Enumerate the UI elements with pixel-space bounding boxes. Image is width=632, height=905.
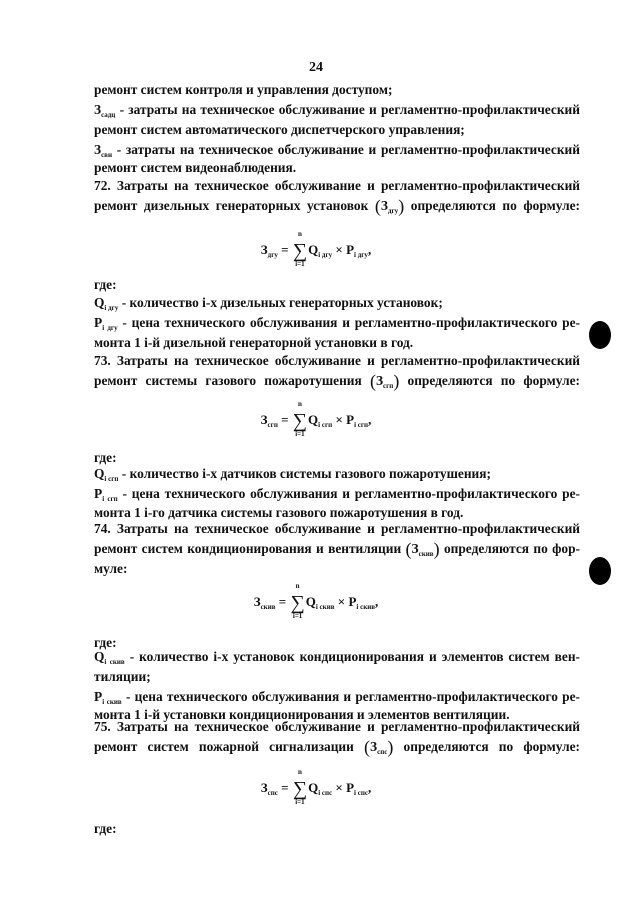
cost-symbol: З xyxy=(370,739,378,754)
line-text: - затраты на техническое обслуживание и регламентно-профилактический xyxy=(112,142,580,157)
sum-lower-limit: i=1 xyxy=(295,260,305,268)
formula-lhs-subscript: спс xyxy=(267,789,278,797)
symbol-subscript: i скив xyxy=(102,698,122,706)
line-text: P xyxy=(94,486,103,501)
paren-close: ) xyxy=(398,196,405,216)
equals-sign: = xyxy=(277,780,292,795)
price-symbol: P xyxy=(346,412,355,427)
price-symbol: P xyxy=(346,242,355,257)
sum-operator xyxy=(290,582,305,620)
symbol-subscript: i дгу xyxy=(104,304,119,312)
line-text: - цена технического обслуживания и регламентно-профилактического ре- xyxy=(117,486,581,501)
text-line xyxy=(94,159,580,176)
text-line xyxy=(94,177,580,194)
symbol-subscript: i скив xyxy=(104,658,125,666)
symbol-subscript: скив xyxy=(418,550,434,558)
line-text: где: xyxy=(94,277,117,292)
line-text: 74. Затраты на техническое обслуживание и регламентно-профилактический xyxy=(94,521,580,536)
line-text: - количество i-х дизельных генераторных установок; xyxy=(118,295,443,310)
line-text: ремонт систем автоматического диспетчерского управления; xyxy=(94,122,465,137)
punch-hole-mark xyxy=(589,321,611,349)
symbol-subscript: i сгп xyxy=(104,475,119,483)
line-text: P xyxy=(94,315,103,330)
sigma-symbol: ∑ xyxy=(292,778,308,800)
sum-lower-limit: i=1 xyxy=(292,612,303,620)
comma: , xyxy=(367,242,372,257)
line-text: 72. Затраты на техническое обслуживание и регламентно-профилактический xyxy=(94,178,580,193)
sum-upper-limit: n xyxy=(295,582,300,590)
line-text: ремонт дизельных генераторных установок xyxy=(94,198,375,213)
equals-sign: = xyxy=(277,412,292,427)
symbol-subscript: спс xyxy=(377,748,388,756)
line-text: ремонт системы газового пожаротушения xyxy=(94,373,370,388)
text-line xyxy=(94,352,580,369)
line-text: определяются по фор- xyxy=(439,541,581,556)
quantity-subscript: i скив xyxy=(315,603,335,611)
text-line xyxy=(94,81,580,98)
line-text: определяются по формуле: xyxy=(393,739,580,754)
text-line xyxy=(94,668,580,685)
line-text: P xyxy=(94,689,103,704)
text-line xyxy=(94,121,580,138)
comma: , xyxy=(367,780,372,795)
formula-lhs-subscript: скив xyxy=(260,603,276,611)
multiply-sign: × xyxy=(334,594,349,609)
cost-symbol: З xyxy=(380,198,388,213)
line-text: тиляции; xyxy=(94,669,151,684)
line-text: Q xyxy=(94,295,105,310)
equals-sign: = xyxy=(275,594,290,609)
formula-expression xyxy=(260,768,372,806)
equals-sign: = xyxy=(277,242,292,257)
paren-close: ) xyxy=(433,539,440,559)
paren-open: ( xyxy=(405,539,412,559)
comma: , xyxy=(375,594,379,609)
sum-upper-limit: n xyxy=(298,230,302,238)
sigma-symbol: ∑ xyxy=(292,240,308,262)
sigma-symbol: ∑ xyxy=(290,592,305,614)
line-text: ремонт систем видеонаблюдения. xyxy=(94,160,297,175)
formula-lhs: З xyxy=(260,412,268,427)
line-text: ремонт систем кондиционирования и вентиляции xyxy=(94,541,406,556)
text-line xyxy=(94,372,580,395)
text-line xyxy=(94,738,580,761)
line-text: 73. Затраты на техническое обслуживание и регламентно-профилактический xyxy=(94,353,580,368)
punch-hole-mark xyxy=(589,557,611,585)
line-text: ремонт систем пожарной сигнализации xyxy=(94,739,365,754)
symbol-subscript: сгп xyxy=(383,382,394,390)
quantity-symbol: Q xyxy=(305,594,316,609)
paren-close: ) xyxy=(387,737,394,757)
line-text: - количество i-х датчиков системы газового пожаротушения; xyxy=(118,466,491,481)
paren-close: ) xyxy=(393,371,400,391)
quantity-subscript: i дгу xyxy=(318,251,333,259)
comma: , xyxy=(368,412,372,427)
formula-lhs: З xyxy=(260,242,268,257)
line-text: З xyxy=(94,142,102,157)
formula xyxy=(0,768,632,806)
formula xyxy=(0,230,632,268)
symbol-subscript: i сгп xyxy=(102,495,118,503)
cost-symbol: З xyxy=(375,373,384,388)
symbol-subscript: свн xyxy=(101,151,112,159)
text-line xyxy=(94,560,580,577)
page-number: 24 xyxy=(309,60,323,75)
line-text: где: xyxy=(94,635,117,650)
price-subscript: i скив xyxy=(356,603,376,611)
formula-lhs: З xyxy=(260,780,268,795)
sum-upper-limit: n xyxy=(297,400,302,408)
line-text: - цена технического обслуживания и регламентно-профилактического ре- xyxy=(121,689,580,704)
quantity-symbol: Q xyxy=(308,780,319,795)
price-subscript: i дгу xyxy=(354,251,368,259)
line-text: монта 1 i-й дизельной генераторной установки в год. xyxy=(94,335,414,350)
multiply-sign: × xyxy=(332,780,347,795)
sum-operator xyxy=(292,400,308,438)
sum-lower-limit: i=1 xyxy=(295,430,305,438)
line-text: - цена технического обслуживания и регламентно-профилактического ре- xyxy=(117,315,580,330)
line-text: монта 1 i-й установки кондиционирования и элементов вентиляции. xyxy=(94,707,510,722)
text-line xyxy=(94,276,580,293)
formula-lhs-subscript: дгу xyxy=(267,251,278,259)
quantity-subscript: i спс xyxy=(318,789,333,797)
text-line xyxy=(94,504,580,521)
line-text: - количество i-х установок кондиционирования и элементов систем вен- xyxy=(124,649,580,664)
formula-lhs-subscript: сгп xyxy=(267,421,278,429)
formula-expression xyxy=(260,400,372,438)
sum-upper-limit: n xyxy=(297,768,302,776)
line-text: где: xyxy=(94,821,117,836)
multiply-sign: × xyxy=(332,242,347,257)
line-text: З xyxy=(94,102,102,117)
text-line xyxy=(94,520,580,537)
text-line xyxy=(94,820,580,837)
line-text: Q xyxy=(94,466,105,481)
line-text: 75. Затраты на техническое обслуживание и регламентно-профилактический xyxy=(94,719,580,734)
formula xyxy=(0,400,632,438)
sum-lower-limit: i=1 xyxy=(295,798,305,806)
paren-open: ( xyxy=(364,737,371,757)
formula-expression xyxy=(260,230,372,268)
line-text: монта 1 i-го датчика системы газового пожаротушения в год. xyxy=(94,505,464,520)
line-text: определяются по формуле: xyxy=(404,198,580,213)
formula xyxy=(0,582,632,620)
price-subscript: i спс xyxy=(354,789,368,797)
symbol-subscript: i дгу xyxy=(102,324,118,332)
formula-expression xyxy=(253,582,379,620)
symbol-subscript: дгу xyxy=(387,207,399,215)
cost-symbol: З xyxy=(411,541,419,556)
text-line xyxy=(94,718,580,735)
line-text: - затраты на техническое обслуживание и регламентно-профилактический xyxy=(115,102,580,117)
text-line xyxy=(94,334,580,351)
line-text: где: xyxy=(94,450,117,465)
sigma-symbol: ∑ xyxy=(292,410,308,432)
quantity-subscript: i сгп xyxy=(318,421,333,429)
paren-open: ( xyxy=(374,196,381,216)
line-text: муле: xyxy=(94,561,128,576)
paren-open: ( xyxy=(369,371,376,391)
price-symbol: P xyxy=(348,594,357,609)
line-text: определяются по формуле: xyxy=(399,373,580,388)
multiply-sign: × xyxy=(332,412,347,427)
sum-operator xyxy=(292,230,308,268)
text-line xyxy=(94,197,580,220)
line-text: Q xyxy=(94,649,105,664)
sum-operator xyxy=(292,768,308,806)
quantity-symbol: Q xyxy=(308,242,319,257)
price-subscript: i сгп xyxy=(354,421,369,429)
formula-lhs: З xyxy=(253,594,261,609)
price-symbol: P xyxy=(346,780,355,795)
line-text: ремонт систем контроля и управления доступом; xyxy=(94,82,393,97)
text-line xyxy=(94,449,580,466)
quantity-symbol: Q xyxy=(308,412,319,427)
symbol-subscript: садц xyxy=(101,111,116,119)
